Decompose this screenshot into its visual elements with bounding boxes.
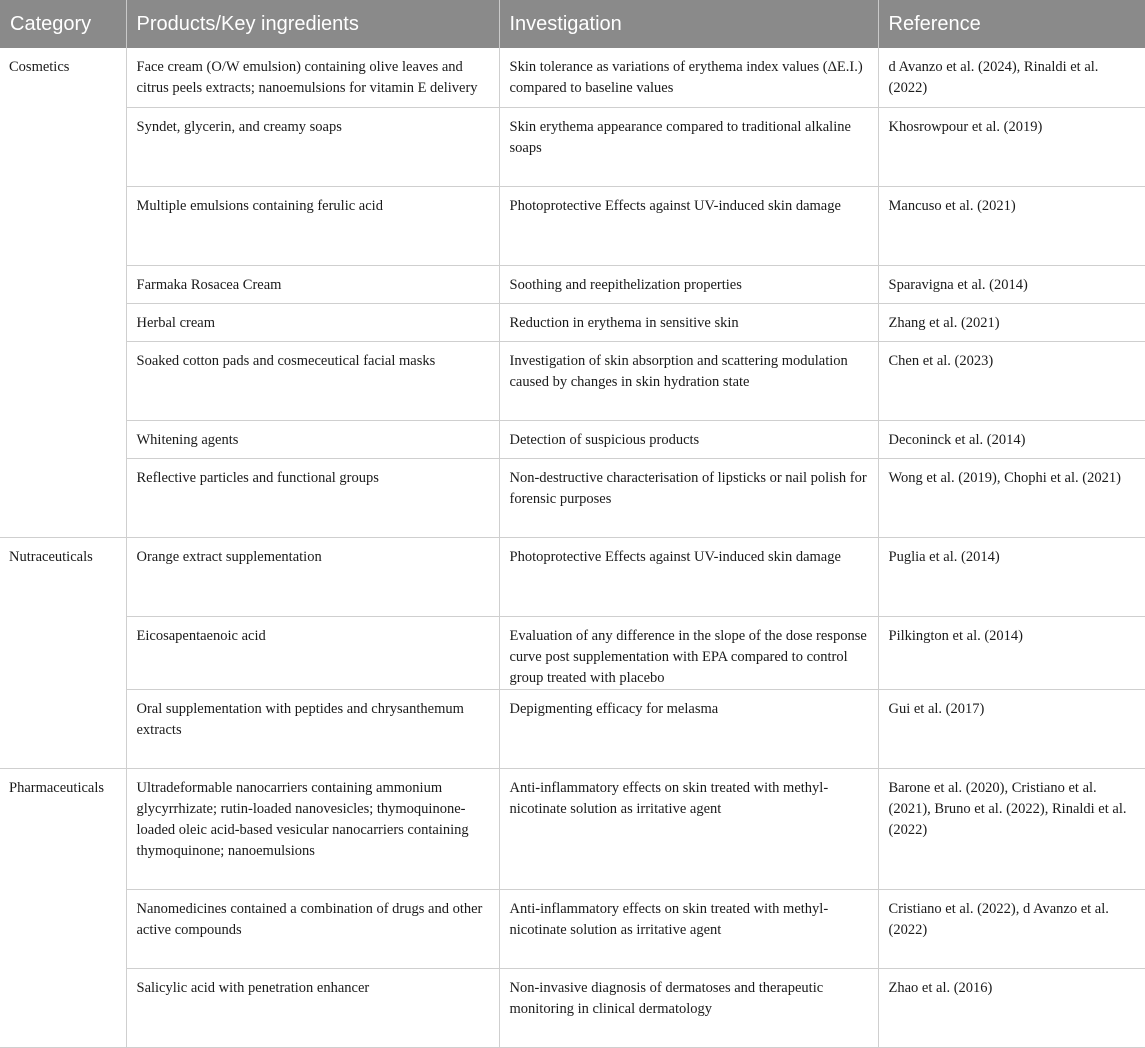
product-cell: Nanomedicines contained a combination of drugs and other active compounds [126,889,499,968]
reference-cell: Deconinck et al. (2014) [878,420,1145,458]
header-reference: Reference [878,0,1145,48]
reference-cell: d Avanzo et al. (2024), Rinaldi et al. (2022) [878,48,1145,107]
investigation-cell: Photoprotective Effects against UV-induced skin damage [499,537,878,616]
reference-cell: Chen et al. (2023) [878,341,1145,420]
table-row [0,303,1145,341]
reference-cell: Mancuso et al. (2021) [878,186,1145,265]
reference-cell: Puglia et al. (2014) [878,537,1145,616]
product-cell: Soaked cotton pads and cosmeceutical facial masks [126,341,499,420]
investigation-cell: Skin erythema appearance compared to traditional alkaline soaps [499,107,878,186]
table-row [0,689,1145,768]
investigation-cell: Anti-inflammatory effects on skin treated with methyl-nicotinate solution as irritative agent [499,768,878,889]
table-row [0,186,1145,265]
product-cell: Eicosapentaenoic acid [126,616,499,689]
reference-cell: Zhang et al. (2021) [878,303,1145,341]
investigation-cell: Reduction in erythema in sensitive skin [499,303,878,341]
reference-cell: Barone et al. (2020), Cristiano et al. (2021), Bruno et al. (2022), Rinaldi et al. (2022) [878,768,1145,889]
table-row [0,420,1145,458]
investigation-cell: Evaluation of any difference in the slope of the dose response curve post supplementation with EPA compared to control group treated with placebo [499,616,878,689]
category-cell: Pharmaceuticals [0,768,126,1047]
reference-cell: Khosrowpour et al. (2019) [878,107,1145,186]
reference-cell: Sparavigna et al. (2014) [878,265,1145,303]
product-cell: Multiple emulsions containing ferulic acid [126,186,499,265]
product-cell: Salicylic acid with penetration enhancer [126,968,499,1047]
category-cell: Cosmetics [0,48,126,537]
table-row [0,768,1145,889]
product-cell: Orange extract supplementation [126,537,499,616]
investigation-cell: Depigmenting efficacy for melasma [499,689,878,768]
investigation-cell: Non-destructive characterisation of lipsticks or nail polish for forensic purposes [499,458,878,537]
product-cell: Face cream (O/W emulsion) containing olive leaves and citrus peels extracts; nanoemulsions for vitamin E delivery [126,48,499,107]
table-row [0,537,1145,616]
table-row [0,341,1145,420]
product-cell: Farmaka Rosacea Cream [126,265,499,303]
product-cell: Syndet, glycerin, and creamy soaps [126,107,499,186]
product-cell: Oral supplementation with peptides and chrysanthemum extracts [126,689,499,768]
investigation-cell: Soothing and reepithelization properties [499,265,878,303]
reference-cell: Wong et al. (2019), Chophi et al. (2021) [878,458,1145,537]
product-cell: Reflective particles and functional groups [126,458,499,537]
investigation-cell: Anti-inflammatory effects on skin treated with methyl-nicotinate solution as irritative agent [499,889,878,968]
header-products: Products/Key ingredients [126,0,499,48]
investigation-cell: Detection of suspicious products [499,420,878,458]
table-row [0,48,1145,107]
product-cell: Ultradeformable nanocarriers containing ammonium glycyrrhizate; rutin-loaded nanovesicles; thymoquinone-loaded oleic acid-based vesicular nanocarriers containing thymoquinone; nanoemulsions [126,768,499,889]
investigation-cell: Investigation of skin absorption and scattering modulation caused by changes in skin hydration state [499,341,878,420]
reference-cell: Gui et al. (2017) [878,689,1145,768]
product-cell: Whitening agents [126,420,499,458]
table-row [0,889,1145,968]
table-row [0,968,1145,1047]
reference-cell: Pilkington et al. (2014) [878,616,1145,689]
investigation-cell: Skin tolerance as variations of erythema index values (ΔE.I.) compared to baseline values [499,48,878,107]
table-row [0,265,1145,303]
reference-cell: Zhao et al. (2016) [878,968,1145,1047]
investigation-cell: Non-invasive diagnosis of dermatoses and therapeutic monitoring in clinical dermatology [499,968,878,1047]
product-cell: Herbal cream [126,303,499,341]
category-cell: Nutraceuticals [0,537,126,768]
table-header-row [0,0,1145,48]
table-row [0,616,1145,689]
reference-cell: Cristiano et al. (2022), d Avanzo et al. (2022) [878,889,1145,968]
table-row [0,458,1145,537]
header-category: Category [0,0,126,48]
header-investigation: Investigation [499,0,878,48]
investigation-cell: Photoprotective Effects against UV-induced skin damage [499,186,878,265]
table-row [0,107,1145,186]
